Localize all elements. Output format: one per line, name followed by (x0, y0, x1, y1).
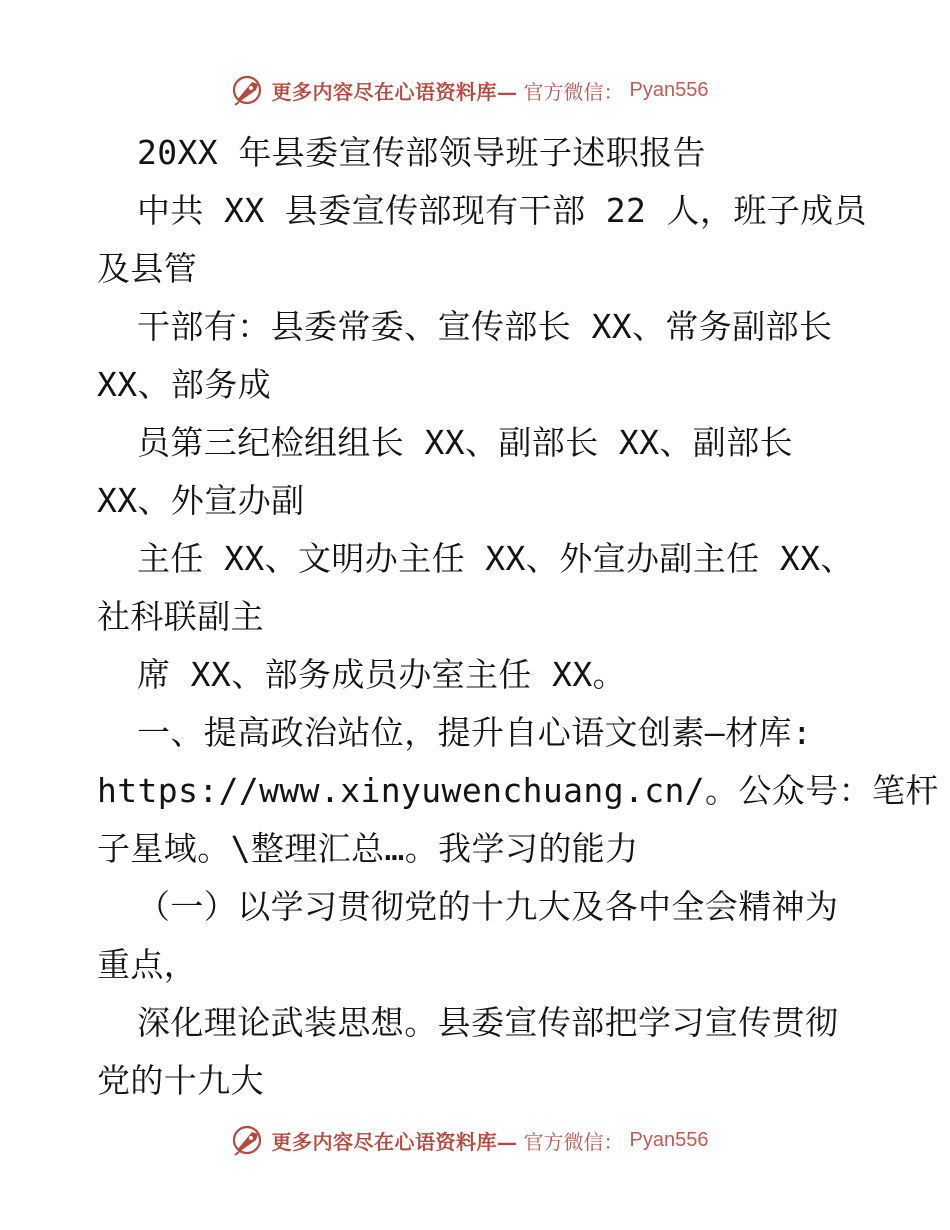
banner-text: 更多内容尽在心语资料库— (271, 1129, 518, 1154)
paragraph-line: 主任 XX、文明办主任 XX、外宣办副主任 XX、 (137, 539, 854, 578)
paragraph-line: XX、部务成 (97, 365, 272, 404)
header-banner (0, 70, 950, 110)
paragraph-line: 员第三纪检组组长 XX、副部长 XX、副部长 (137, 423, 794, 462)
paragraph-line: 干部有：县委常委、宣传部长 XX、常务副部长 (137, 307, 833, 346)
subsection-heading: （一）以学习贯彻党的十九大及各中全会精神为 (137, 887, 839, 926)
document-title: 20XX 年县委宣传部领导班子述职报告 (137, 133, 706, 172)
banner-wechat-id: Pyan556 (629, 78, 709, 101)
paragraph-line: 深化理论武装思想。县委宣传部把学习宣传贯彻 (137, 1003, 839, 1042)
document-body (97, 124, 939, 1110)
paragraph-line: 及县管 (97, 249, 198, 288)
paragraph-line: https://www.xinyuwenchuang.cn/。公众号：笔杆 (97, 771, 939, 810)
paragraph-line: 子星域。\整理汇总…。我学习的能力 (97, 829, 639, 868)
paragraph-line: 党的十九大 (97, 1061, 264, 1100)
pen-nib-logo-icon (230, 1122, 266, 1158)
banner-wechat-label: 官方微信： (523, 79, 624, 104)
pen-nib-logo-icon (230, 72, 266, 108)
banner-wechat-id: Pyan556 (629, 1128, 709, 1151)
footer-banner (0, 1120, 950, 1160)
paragraph-line: 社科联副主 (97, 597, 264, 636)
section-heading: 一、提高政治站位，提升自心语文创素—材库: (137, 713, 813, 752)
paragraph-line: XX、外宣办副 (97, 481, 305, 520)
paragraph-line: 重点， (97, 945, 198, 984)
paragraph-line: 中共 XX 县委宣传部现有干部 22 人，班子成员 (137, 191, 867, 230)
paragraph-line: 席 XX、部务成员办室主任 XX。 (137, 655, 627, 694)
banner-text: 更多内容尽在心语资料库— (271, 79, 518, 104)
banner-wechat-label: 官方微信： (523, 1129, 624, 1154)
